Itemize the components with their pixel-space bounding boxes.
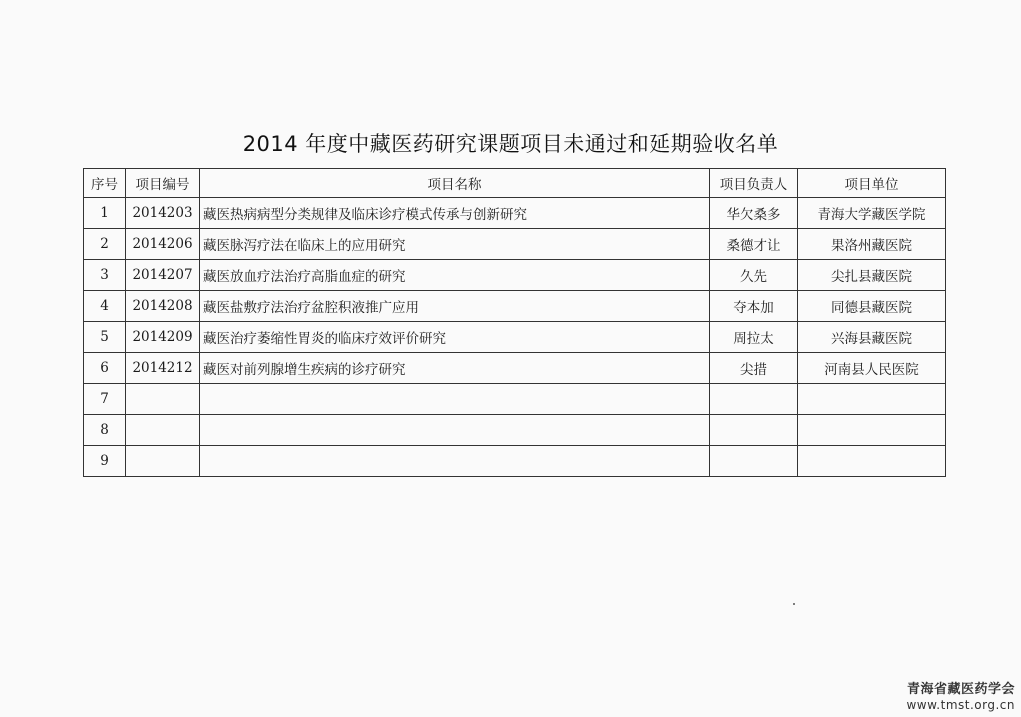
cell-unit [798,446,946,477]
cell-name [200,415,710,446]
table-row [84,415,946,446]
header-leader: 项目负责人 [710,169,798,198]
header-name: 项目名称 [200,169,710,198]
cell-unit: 兴海县藏医院 [798,322,946,353]
cell-code: 2014206 [126,229,200,260]
cell-no: 6 [84,353,126,384]
result-table [83,168,946,477]
table-row [84,291,946,322]
table-row [84,353,946,384]
header-code: 项目编号 [126,169,200,198]
cell-code [126,384,200,415]
header-unit: 项目单位 [798,169,946,198]
cell-leader: 华欠桑多 [710,198,798,229]
cell-code: 2014212 [126,353,200,384]
cell-unit: 青海大学藏医学院 [798,198,946,229]
cell-name [200,384,710,415]
cell-no: 2 [84,229,126,260]
cell-code: 2014209 [126,322,200,353]
cell-unit: 尖扎县藏医院 [798,260,946,291]
cell-no: 7 [84,384,126,415]
cell-code [126,446,200,477]
table-row [84,229,946,260]
cell-name: 藏医脉泻疗法在临床上的应用研究 [200,229,710,260]
cell-no: 3 [84,260,126,291]
table-row [84,198,946,229]
table-row [84,446,946,477]
cell-unit [798,415,946,446]
table-header-row [84,169,946,198]
cell-no: 1 [84,198,126,229]
cell-leader: 夺本加 [710,291,798,322]
table-row [84,322,946,353]
cell-leader: 尖措 [710,353,798,384]
cell-leader [710,446,798,477]
cell-leader [710,384,798,415]
cell-unit: 果洛州藏医院 [798,229,946,260]
cell-name: 藏医热病病型分类规律及临床诊疗模式传承与创新研究 [200,198,710,229]
page-title: 2014 年度中藏医药研究课题项目未通过和延期验收名单 [242,132,779,156]
cell-name: 藏医放血疗法治疗高脂血症的研究 [200,260,710,291]
cell-no: 8 [84,415,126,446]
cell-code: 2014208 [126,291,200,322]
scan-speck [793,603,795,605]
cell-unit [798,384,946,415]
cell-leader [710,415,798,446]
cell-name: 藏医治疗萎缩性胃炎的临床疗效评价研究 [200,322,710,353]
table-row [84,260,946,291]
watermark-name: 青海省藏医药学会 [906,682,1015,697]
cell-leader: 桑德才让 [710,229,798,260]
watermark-url: www.tmst.org.cn [906,698,1015,712]
cell-name [200,446,710,477]
header-no: 序号 [84,169,126,198]
cell-unit: 河南县人民医院 [798,353,946,384]
cell-unit: 同德县藏医院 [798,291,946,322]
cell-name: 藏医对前列腺增生疾病的诊疗研究 [200,353,710,384]
cell-no: 4 [84,291,126,322]
cell-code [126,415,200,446]
table-row [84,384,946,415]
cell-leader: 久先 [710,260,798,291]
cell-leader: 周拉太 [710,322,798,353]
cell-code: 2014203 [126,198,200,229]
cell-code: 2014207 [126,260,200,291]
site-watermark [906,682,1015,713]
cell-no: 9 [84,446,126,477]
cell-no: 5 [84,322,126,353]
cell-name: 藏医盐敷疗法治疗盆腔积液推广应用 [200,291,710,322]
